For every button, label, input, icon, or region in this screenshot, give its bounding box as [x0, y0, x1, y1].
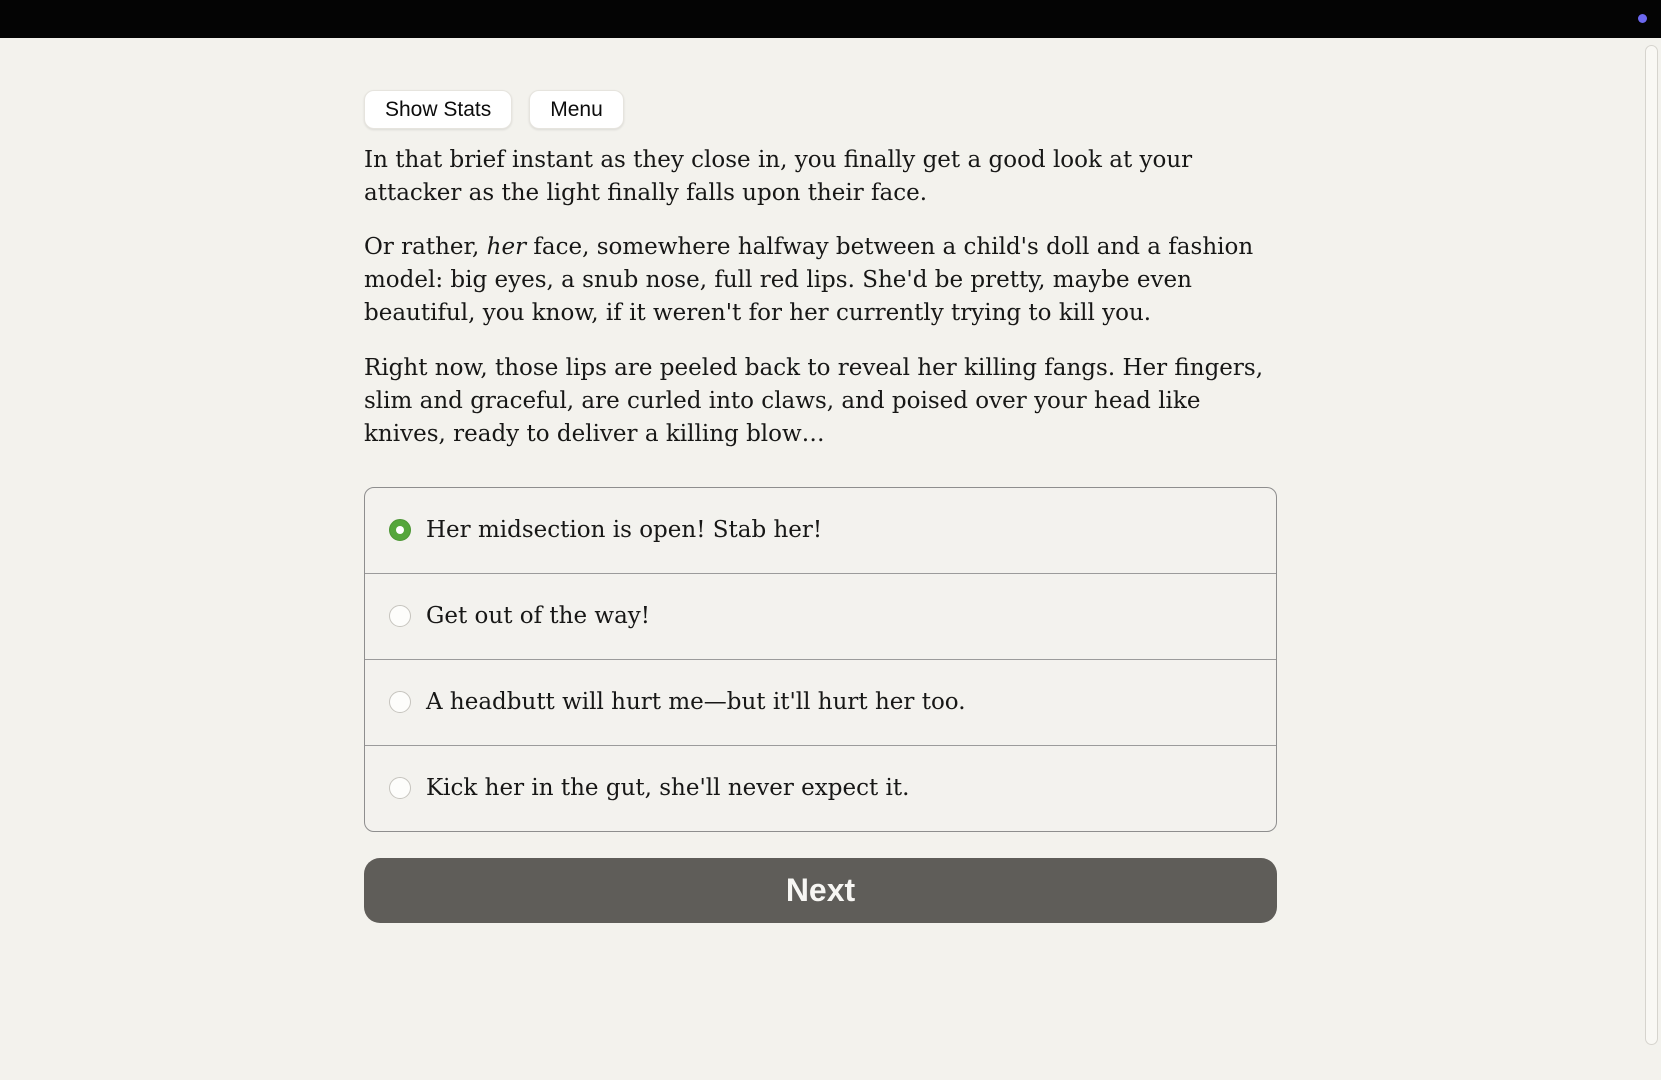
status-dot-icon	[1638, 14, 1647, 23]
choice-list	[364, 487, 1277, 832]
window-titlebar	[0, 0, 1661, 38]
game-page	[364, 38, 1277, 923]
show-stats-button[interactable]: Show Stats	[364, 90, 512, 129]
radio-button-icon[interactable]	[389, 605, 411, 627]
scrollbar-thumb[interactable]	[1645, 45, 1658, 1045]
choice-option-label: Her midsection is open! Stab her!	[426, 517, 823, 544]
choice-option-label: A headbutt will hurt me—but it'll hurt her too.	[426, 689, 966, 716]
radio-button-icon[interactable]	[389, 519, 411, 541]
choice-option-label: Kick her in the gut, she'll never expect it.	[426, 775, 910, 802]
story-paragraph: Right now, those lips are peeled back to reveal her killing fangs. Her fingers, slim and graceful, are curled into claws, and poised over your head like knives, ready to deliver a killing blow…	[364, 354, 1264, 447]
choice-option[interactable]	[365, 573, 1276, 659]
menu-button[interactable]: Menu	[529, 90, 624, 129]
next-button[interactable]: Next	[364, 858, 1277, 923]
choice-option-label: Get out of the way!	[426, 603, 651, 630]
story-paragraph: In that brief instant as they close in, you finally get a good look at your attacker as the light finally falls upon their face.	[364, 147, 1193, 207]
radio-button-icon[interactable]	[389, 691, 411, 713]
toolbar	[364, 90, 1277, 129]
choice-option[interactable]	[365, 745, 1276, 831]
radio-button-icon[interactable]	[389, 777, 411, 799]
choice-option[interactable]	[365, 659, 1276, 745]
story-text	[364, 144, 1277, 451]
story-paragraph: Or rather, her face, somewhere halfway between a child's doll and a fashion model: big eyes, a snub nose, full red lips. She'd be pretty, maybe even beautiful, you know, if it weren't for her currently trying to kill you.	[364, 234, 1254, 327]
choice-option[interactable]	[365, 488, 1276, 573]
